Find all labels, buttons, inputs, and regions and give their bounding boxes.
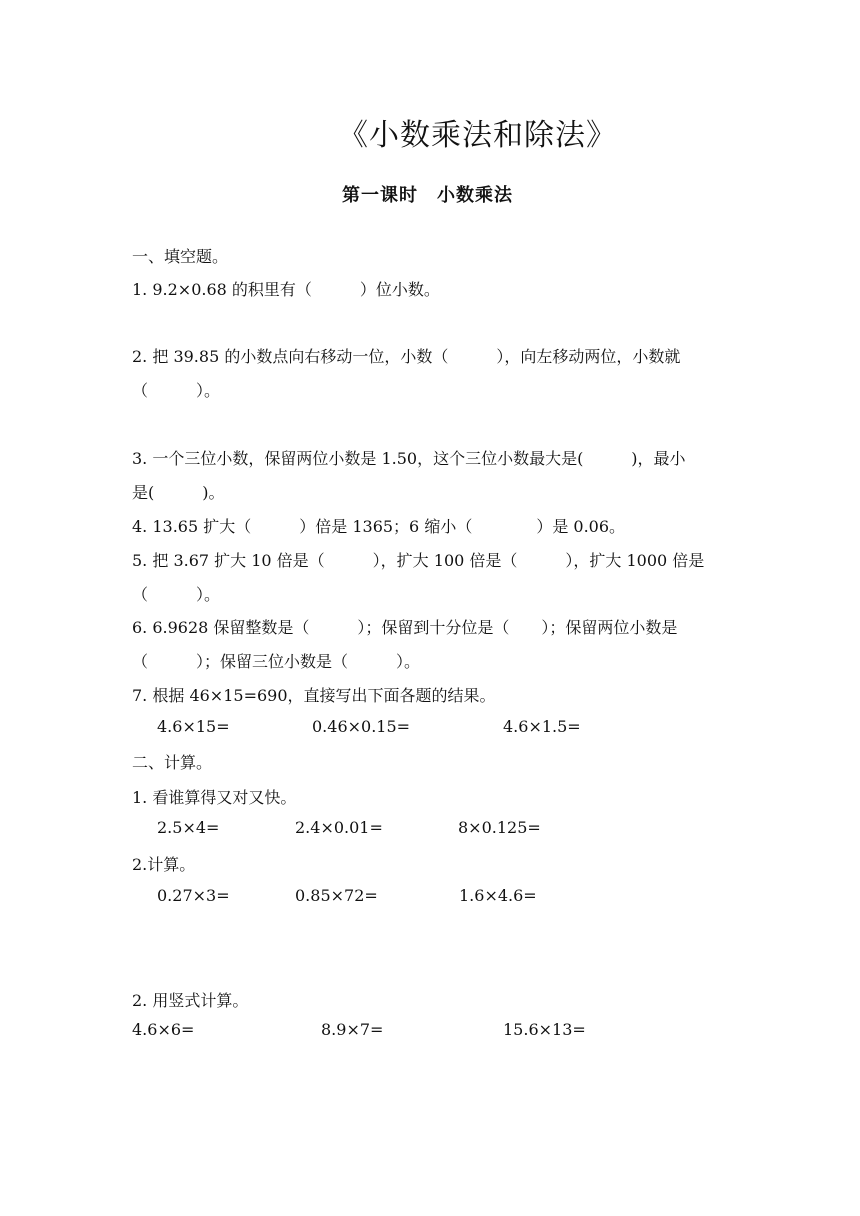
part-3-item-3: 15.6×13= [503,1020,586,1039]
question-7-item-1: 4.6×15= [157,717,230,736]
part-2-item-2: 0.85×72= [295,886,378,905]
question-2-line-1: 2. 把 39.85 的小数点向右移动一位，小数（ ），向左移动两位，小数就 [132,347,681,366]
section-heading-calculate: 二、计算。 [132,753,213,772]
question-4: 4. 13.65 扩大（ ）倍是 1365；6 缩小（ ）是 0.06。 [132,517,626,536]
part-3-item-2: 8.9×7= [321,1020,384,1039]
part-3-heading: 2. 用竖式计算。 [132,991,249,1010]
part-2-heading: 2.计算。 [132,855,196,874]
part-1-item-1: 2.5×4= [157,818,220,837]
question-7-item-3: 4.6×1.5= [503,717,581,736]
part-2-item-3: 1.6×4.6= [459,886,537,905]
question-5-line-1: 5. 把 3.67 扩大 10 倍是（ ），扩大 100 倍是（ ），扩大 1000 倍是 [132,551,705,570]
page-title: 《小数乘法和除法》 [338,118,617,153]
page-subtitle: 第一课时 小数乘法 [342,185,513,206]
question-5-line-2: （ ）。 [132,585,221,604]
question-3-line-2: 是( )。 [132,483,225,502]
question-1: 1. 9.2×0.68 的积里有（ ）位小数。 [132,280,440,299]
question-6-line-1: 6. 6.9628 保留整数是（ ）；保留到十分位是（ ）；保留两位小数是 [132,618,678,637]
question-7: 7. 根据 46×15=690，直接写出下面各题的结果。 [132,686,496,705]
part-3-item-1: 4.6×6= [132,1020,195,1039]
section-heading-fill-blanks: 一、填空题。 [132,247,229,266]
question-3-line-1: 3. 一个三位小数，保留两位小数是 1.50，这个三位小数最大是( )，最小 [132,449,686,468]
part-1-heading: 1. 看谁算得又对又快。 [132,788,297,807]
question-7-item-2: 0.46×0.15= [312,717,411,736]
question-6-line-2: （ ）；保留三位小数是（ ）。 [132,652,421,671]
part-1-item-2: 2.4×0.01= [295,818,383,837]
part-1-item-3: 8×0.125= [458,818,541,837]
part-2-item-1: 0.27×3= [157,886,230,905]
question-2-line-2: （ ）。 [132,381,221,400]
